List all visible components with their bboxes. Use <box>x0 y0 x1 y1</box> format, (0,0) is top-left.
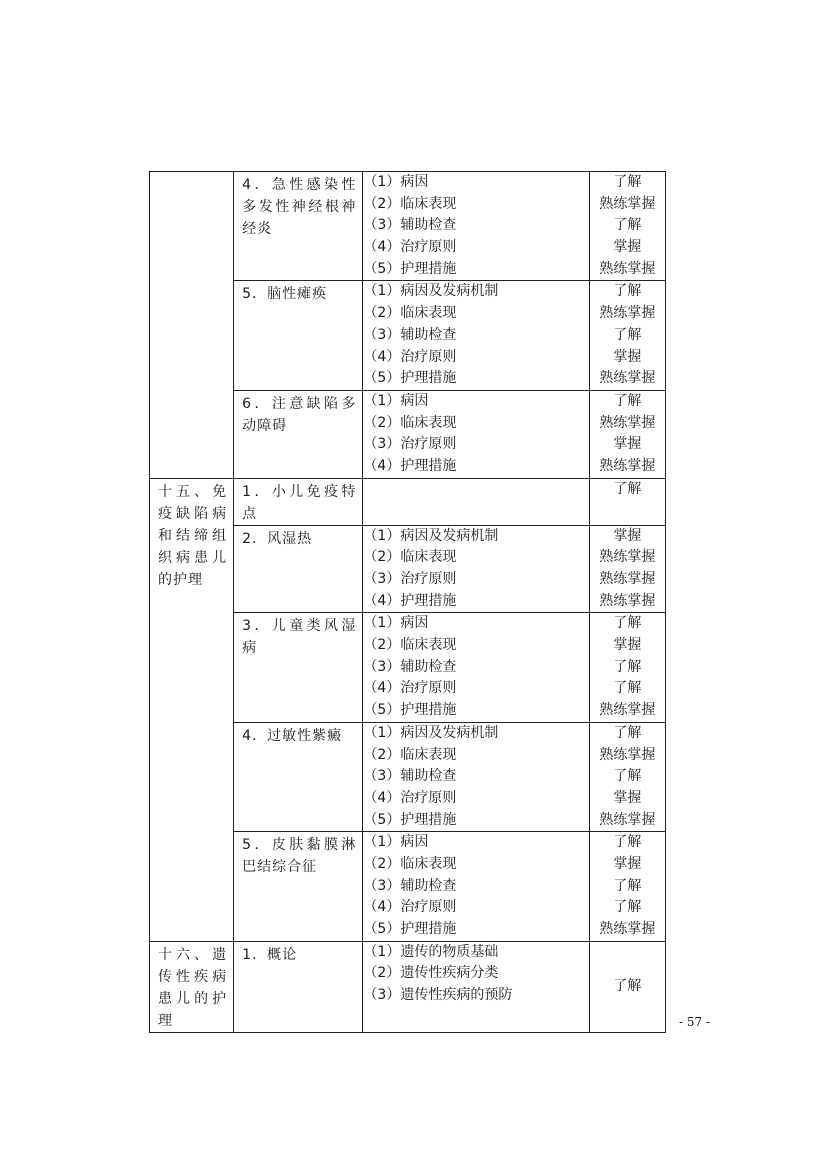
item-text: （3）辅助检查 <box>363 877 457 894</box>
item-text: （3）辅助检查 <box>363 658 457 675</box>
item-text: （5）护理措施 <box>363 260 457 277</box>
level-cell <box>589 613 665 722</box>
topic-cell: 2．风湿热 <box>234 525 363 613</box>
level-text: 了解 <box>613 217 642 234</box>
item-text: （3）治疗原则 <box>363 571 457 587</box>
level-text: 了解 <box>613 977 642 994</box>
item-text: （4）治疗原则 <box>363 899 457 916</box>
level-text: 了解 <box>613 768 642 785</box>
item-text: （2）临床表现 <box>363 637 457 654</box>
level-text: 了解 <box>613 877 642 894</box>
item-text: （3）治疗原则 <box>363 436 457 453</box>
item-text: （2）遗传性疾病分类 <box>363 965 499 982</box>
table-row <box>150 172 666 281</box>
chapter-cell: 十六、遗传性疾病患儿的护理 <box>150 941 234 1032</box>
item-text: （1）病因 <box>363 834 429 851</box>
level-text: 掌握 <box>613 527 642 544</box>
level-text: 熟练掌握 <box>599 260 656 277</box>
items-cell <box>363 172 589 281</box>
level-text: 了解 <box>613 658 642 675</box>
level-cell <box>589 722 665 831</box>
item-text: （5）护理措施 <box>363 370 457 387</box>
level-cell <box>589 941 665 1032</box>
level-text: 掌握 <box>613 855 642 872</box>
item-text: （5）护理措施 <box>363 921 457 937</box>
level-text: 掌握 <box>613 789 642 806</box>
level-text: 熟练掌握 <box>599 921 656 937</box>
page-number: - 57 - <box>679 1015 711 1029</box>
item-text: （3）辅助检查 <box>363 326 457 343</box>
topic-cell: 5．脑性瘫痪 <box>234 281 363 390</box>
level-text: 了解 <box>613 326 642 343</box>
table-row <box>150 478 666 525</box>
level-text: 了解 <box>613 834 642 851</box>
level-text: 掌握 <box>613 348 642 365</box>
syllabus-table <box>149 171 666 1033</box>
item-text: （1）病因及发病机制 <box>363 283 499 300</box>
items-cell <box>363 941 589 1032</box>
level-cell <box>589 832 665 941</box>
level-cell <box>589 281 665 390</box>
item-text: （1）病因 <box>363 392 429 409</box>
level-text: 熟练掌握 <box>599 305 656 322</box>
level-text: 熟练掌握 <box>599 195 656 212</box>
level-text: 了解 <box>613 615 642 632</box>
item-text: （1）病因及发病机制 <box>363 724 499 741</box>
item-text <box>363 479 588 501</box>
level-text: 熟练掌握 <box>599 457 656 474</box>
level-text: 了解 <box>613 392 642 409</box>
item-text: （4）护理措施 <box>363 592 457 609</box>
level-text: 熟练掌握 <box>599 702 656 719</box>
level-text: 掌握 <box>613 637 642 654</box>
item-text: （2）临床表现 <box>363 549 457 566</box>
level-cell <box>589 172 665 281</box>
level-text: 熟练掌握 <box>599 571 656 587</box>
item-text: （1）遗传的物质基础 <box>363 943 499 960</box>
item-text: （2）临床表现 <box>363 855 457 872</box>
level-text: 了解 <box>613 283 642 300</box>
item-text: （2）临床表现 <box>363 305 457 322</box>
items-cell <box>363 613 589 722</box>
items-cell <box>363 832 589 941</box>
items-cell <box>363 525 589 613</box>
topic-cell: 5．皮肤黏膜淋巴结综合征 <box>234 832 363 941</box>
items-cell <box>363 281 589 390</box>
level-text: 掌握 <box>613 436 642 453</box>
item-text: （1）病因 <box>363 615 429 632</box>
items-cell <box>363 478 589 525</box>
item-text: （4）治疗原则 <box>363 239 457 256</box>
item-text: （5）护理措施 <box>363 702 457 719</box>
level-text: 了解 <box>613 899 642 916</box>
level-text: 熟练掌握 <box>599 549 656 566</box>
item-text: （4）治疗原则 <box>363 348 457 365</box>
item-text: （3）辅助检查 <box>363 217 457 234</box>
level-text: 了解 <box>613 724 642 741</box>
item-text: （5）护理措施 <box>363 811 457 828</box>
chapter-cell: 十五、免疫缺陷病和结缔组织病患儿的护理 <box>150 478 234 941</box>
item-text: （4）治疗原则 <box>363 680 457 697</box>
topic-cell: 4．过敏性紫癜 <box>234 722 363 831</box>
item-text: （2）临床表现 <box>363 746 457 763</box>
topic-cell: 4．急性感染性多发性神经根神经炎 <box>234 172 363 281</box>
topic-cell: 6．注意缺陷多动障碍 <box>234 390 363 478</box>
items-cell <box>363 390 589 478</box>
chapter-cell <box>150 172 234 479</box>
item-text: （2）临床表现 <box>363 414 457 431</box>
level-cell <box>589 478 665 525</box>
level-text: 掌握 <box>613 239 642 256</box>
item-text: （2）临床表现 <box>363 195 457 212</box>
level-text: 熟练掌握 <box>599 370 656 387</box>
topic-cell: 3．儿童类风湿病 <box>234 613 363 722</box>
level-text: 熟练掌握 <box>599 746 656 763</box>
item-text: （4）护理措施 <box>363 457 457 474</box>
topic-cell: 1．小儿免疫特点 <box>234 478 363 525</box>
level-text: 熟练掌握 <box>599 811 656 828</box>
level-cell <box>589 525 665 613</box>
item-text: （1）病因及发病机制 <box>363 527 499 544</box>
level-text: 了解 <box>613 174 642 190</box>
item-text: （1）病因 <box>363 174 429 190</box>
items-cell <box>363 722 589 831</box>
table-row <box>150 941 666 1032</box>
level-text: 了解 <box>613 480 642 497</box>
item-text: （4）治疗原则 <box>363 789 457 806</box>
level-text: 了解 <box>613 680 642 697</box>
level-text: 熟练掌握 <box>599 592 656 609</box>
level-text: 熟练掌握 <box>599 414 656 431</box>
item-text: （3）遗传性疾病的预防 <box>363 987 513 1004</box>
level-cell <box>589 390 665 478</box>
item-text: （3）辅助检查 <box>363 768 457 785</box>
topic-cell: 1．概论 <box>234 941 363 1032</box>
